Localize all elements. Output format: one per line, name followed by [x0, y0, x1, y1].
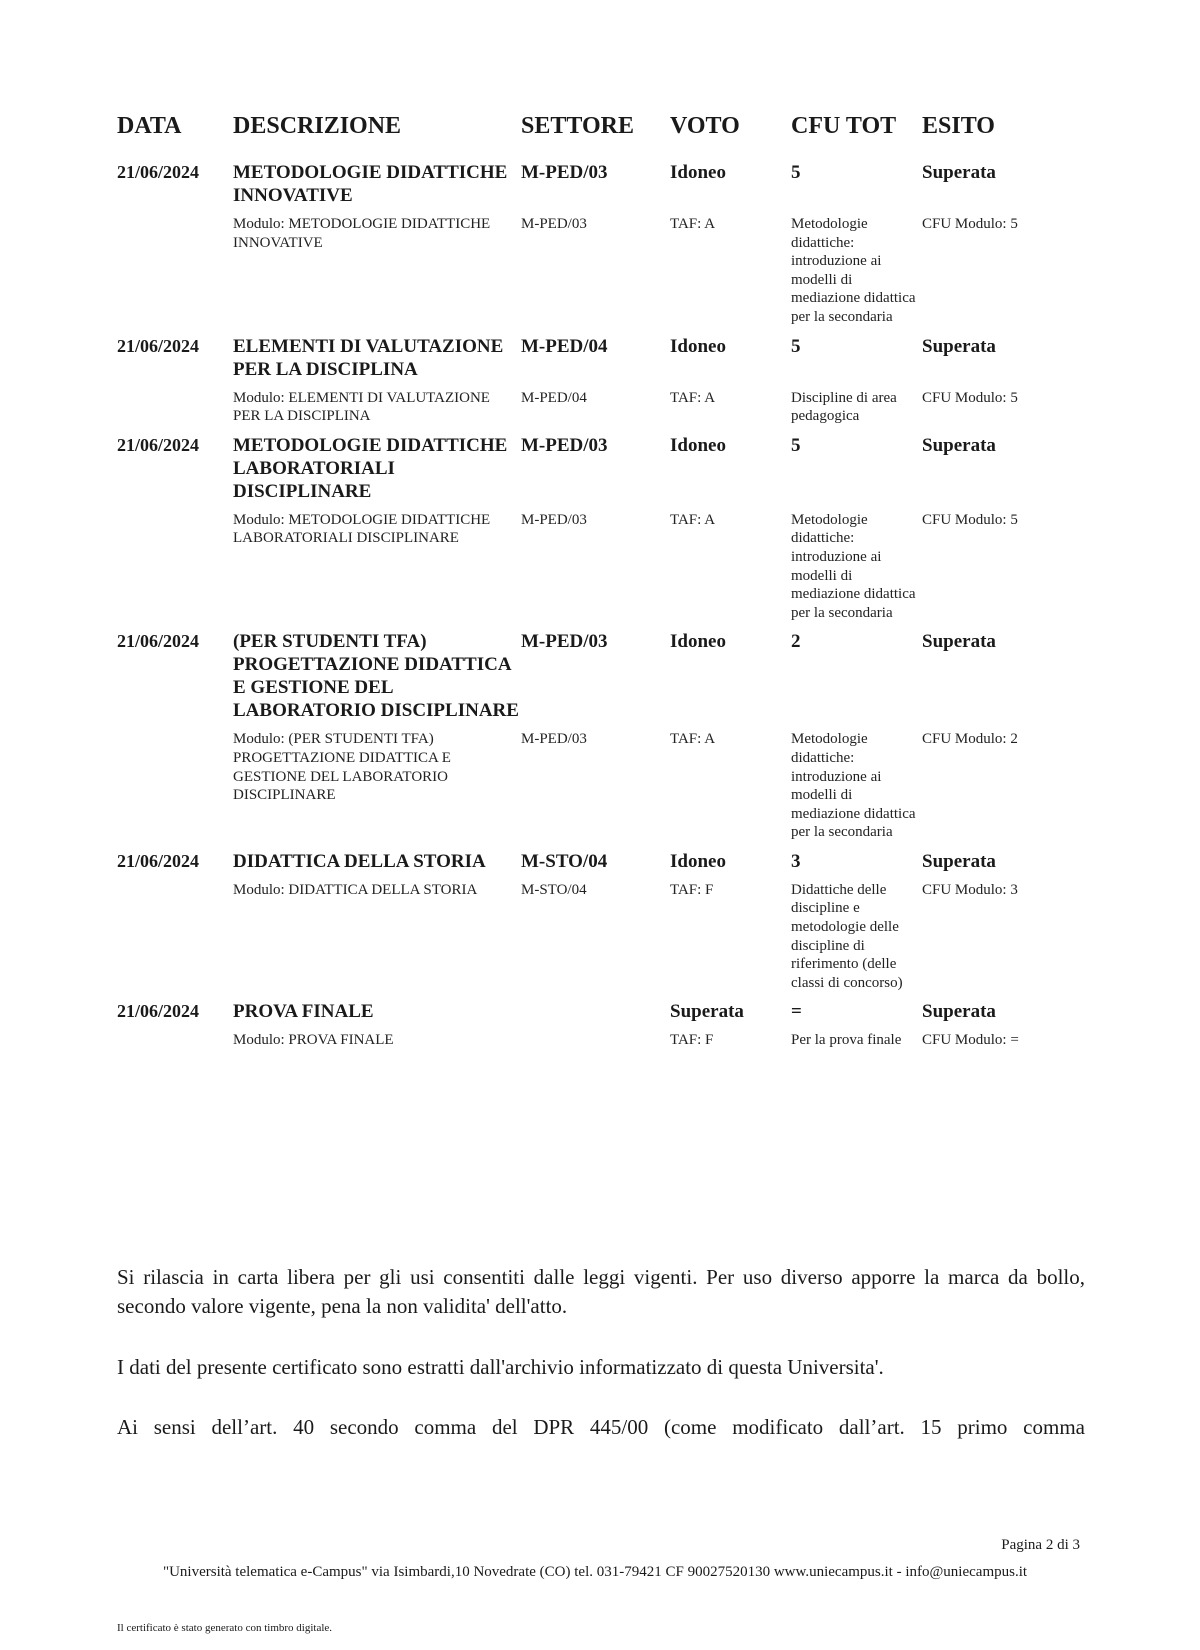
header-esito: ESITO: [922, 113, 995, 139]
exam-description: METODOLOGIE DIDATTICHE INNOVATIVE: [233, 162, 508, 206]
exam-esito: Superata: [922, 434, 996, 456]
module-taf: TAF: A: [670, 511, 716, 528]
header-cfu-tot: CFU TOT: [791, 113, 897, 139]
module-spacer: [117, 389, 233, 434]
module-ambito: Metodologie didattiche: introduzione ai modelli di mediazione didattica per la secondaria: [791, 731, 916, 841]
exam-description: METODOLOGIE DIDATTICHE LABORATORIALI DISCIPLINARE: [233, 434, 508, 502]
paragraph-archivio: I dati del presente certificato sono estratti dall'archivio informatizzato di questa Universita'.: [117, 1355, 884, 1379]
module-cfu: CFU Modulo: =: [922, 1032, 1019, 1049]
footer-address-text: "Università telematica e-Campus" via Isimbardi,10 Novedrate (CO) tel. 031-79421 CF 90027520130 www.uniecampus.it - info@uniecampus.it: [162, 1564, 1028, 1580]
exam-description: ELEMENTI DI VALUTAZIONE PER LA DISCIPLINA: [233, 335, 504, 380]
exam-row: [117, 161, 1077, 215]
header-data: DATA: [117, 113, 182, 139]
digital-stamp-note: Il certificato è stato generato con timbro digitale.: [117, 1622, 333, 1634]
module-ambito: Discipline di area pedagogica: [791, 389, 897, 425]
exam-settore: [521, 1000, 670, 1031]
table-header-row: [117, 113, 1077, 161]
module-cfu: CFU Modulo: 3: [922, 881, 1018, 898]
module-name: Modulo: ELEMENTI DI VALUTAZIONE PER LA DISCIPLINA: [233, 389, 490, 425]
module-cfu: CFU Modulo: 5: [922, 216, 1018, 232]
module-row: [117, 730, 1077, 850]
exam-settore: M-PED/03: [521, 631, 608, 653]
module-settore: M-PED/03: [521, 216, 587, 232]
exam-esito: Superata: [922, 850, 996, 872]
exam-cfu: 3: [791, 850, 801, 872]
exam-description: DIDATTICA DELLA STORIA: [233, 850, 486, 872]
exam-settore: M-PED/03: [521, 434, 608, 456]
exam-esito: Superata: [922, 1001, 996, 1023]
exam-voto: Superata: [670, 1001, 744, 1023]
module-settore: M-PED/04: [521, 389, 587, 406]
module-row: [117, 881, 1077, 1001]
footer-address: [0, 1564, 1200, 1581]
module-ambito: Didattiche delle discipline e metodologie delle discipline di riferimento (delle classi di concorso): [791, 881, 903, 991]
exam-date: 21/06/2024: [117, 434, 200, 455]
header-settore: SETTORE: [521, 113, 634, 139]
exam-date: 21/06/2024: [117, 631, 200, 652]
module-name: Modulo: DIDATTICA DELLA STORIA: [233, 881, 478, 898]
exam-settore: M-PED/04: [521, 335, 608, 357]
module-name: Modulo: (PER STUDENTI TFA) PROGETTAZIONE DIDATTICA E GESTIONE DEL LABORATORIO DISCIPLINARE: [233, 731, 451, 804]
exam-esito: Superata: [922, 631, 996, 653]
exam-row: [117, 1000, 1077, 1031]
module-spacer: [117, 215, 233, 335]
exam-voto: Idoneo: [670, 631, 726, 653]
module-cfu: CFU Modulo: 5: [922, 511, 1018, 528]
module-ambito: Metodologie didattiche: introduzione ai modelli di mediazione didattica per la secondaria: [791, 216, 916, 325]
exam-voto: Idoneo: [670, 434, 726, 456]
exam-cfu: =: [791, 1001, 802, 1023]
module-settore: M-PED/03: [521, 511, 587, 528]
exams-table: [117, 113, 1077, 1058]
header-voto: VOTO: [670, 113, 740, 139]
module-row: [117, 215, 1077, 335]
module-ambito: Per la prova finale: [791, 1032, 902, 1049]
module-settore: M-STO/04: [521, 881, 587, 898]
page-number: Pagina 2 di 3: [1001, 1537, 1080, 1553]
exam-cfu: 5: [791, 335, 801, 357]
module-row: [117, 1031, 1077, 1058]
module-taf: TAF: A: [670, 216, 716, 232]
exam-voto: Idoneo: [670, 162, 726, 183]
module-spacer: [117, 1031, 233, 1058]
header-descrizione: DESCRIZIONE: [233, 113, 402, 139]
module-name: Modulo: METODOLOGIE DIDATTICHE LABORATORIALI DISCIPLINARE: [233, 511, 491, 547]
exam-cfu: 5: [791, 434, 801, 456]
exam-description: PROVA FINALE: [233, 1001, 374, 1023]
exam-cfu: 5: [791, 162, 801, 183]
exam-esito: Superata: [922, 335, 996, 357]
exam-row: [117, 434, 1077, 511]
module-row: [117, 511, 1077, 631]
exam-voto: Idoneo: [670, 335, 726, 357]
module-taf: TAF: F: [670, 1032, 714, 1049]
paragraph-carta-libera: Si rilascia in carta libera per gli usi consentiti dalle leggi vigenti. Per uso diverso apporre la marca da bollo, secondo valore vigente, pena la non validita' dell'atto.: [117, 1265, 1085, 1318]
exam-cfu: 2: [791, 631, 801, 653]
exam-row: [117, 335, 1077, 389]
exam-esito: Superata: [922, 162, 996, 183]
paragraph-dpr: Ai sensi dell’art. 40 secondo comma del DPR 445/00 (come modificato dall’art. 15 primo comma: [117, 1415, 1085, 1439]
module-name: Modulo: PROVA FINALE: [233, 1032, 394, 1049]
exam-row: [117, 630, 1077, 730]
module-spacer: [117, 511, 233, 631]
exam-date: 21/06/2024: [117, 162, 200, 182]
exam-settore: M-STO/04: [521, 850, 608, 872]
module-row: [117, 389, 1077, 434]
exam-date: 21/06/2024: [117, 850, 200, 871]
module-cfu: CFU Modulo: 2: [922, 731, 1018, 748]
exam-date: 21/06/2024: [117, 335, 200, 356]
exam-description: (PER STUDENTI TFA) PROGETTAZIONE DIDATTICA E GESTIONE DEL LABORATORIO DISCIPLINARE: [233, 631, 519, 722]
module-cfu: CFU Modulo: 5: [922, 389, 1018, 406]
module-settore: [521, 1031, 670, 1058]
exam-date: 21/06/2024: [117, 1001, 200, 1022]
module-spacer: [117, 730, 233, 850]
module-taf: TAF: A: [670, 731, 716, 748]
exam-settore: M-PED/03: [521, 162, 608, 183]
module-ambito: Metodologie didattiche: introduzione ai modelli di mediazione didattica per la secondaria: [791, 511, 916, 621]
module-taf: TAF: F: [670, 881, 714, 898]
module-settore: M-PED/03: [521, 731, 587, 748]
module-spacer: [117, 881, 233, 1001]
module-taf: TAF: A: [670, 389, 716, 406]
exam-row: [117, 850, 1077, 881]
module-name: Modulo: METODOLOGIE DIDATTICHE INNOVATIVE: [233, 216, 491, 251]
exam-voto: Idoneo: [670, 850, 726, 872]
